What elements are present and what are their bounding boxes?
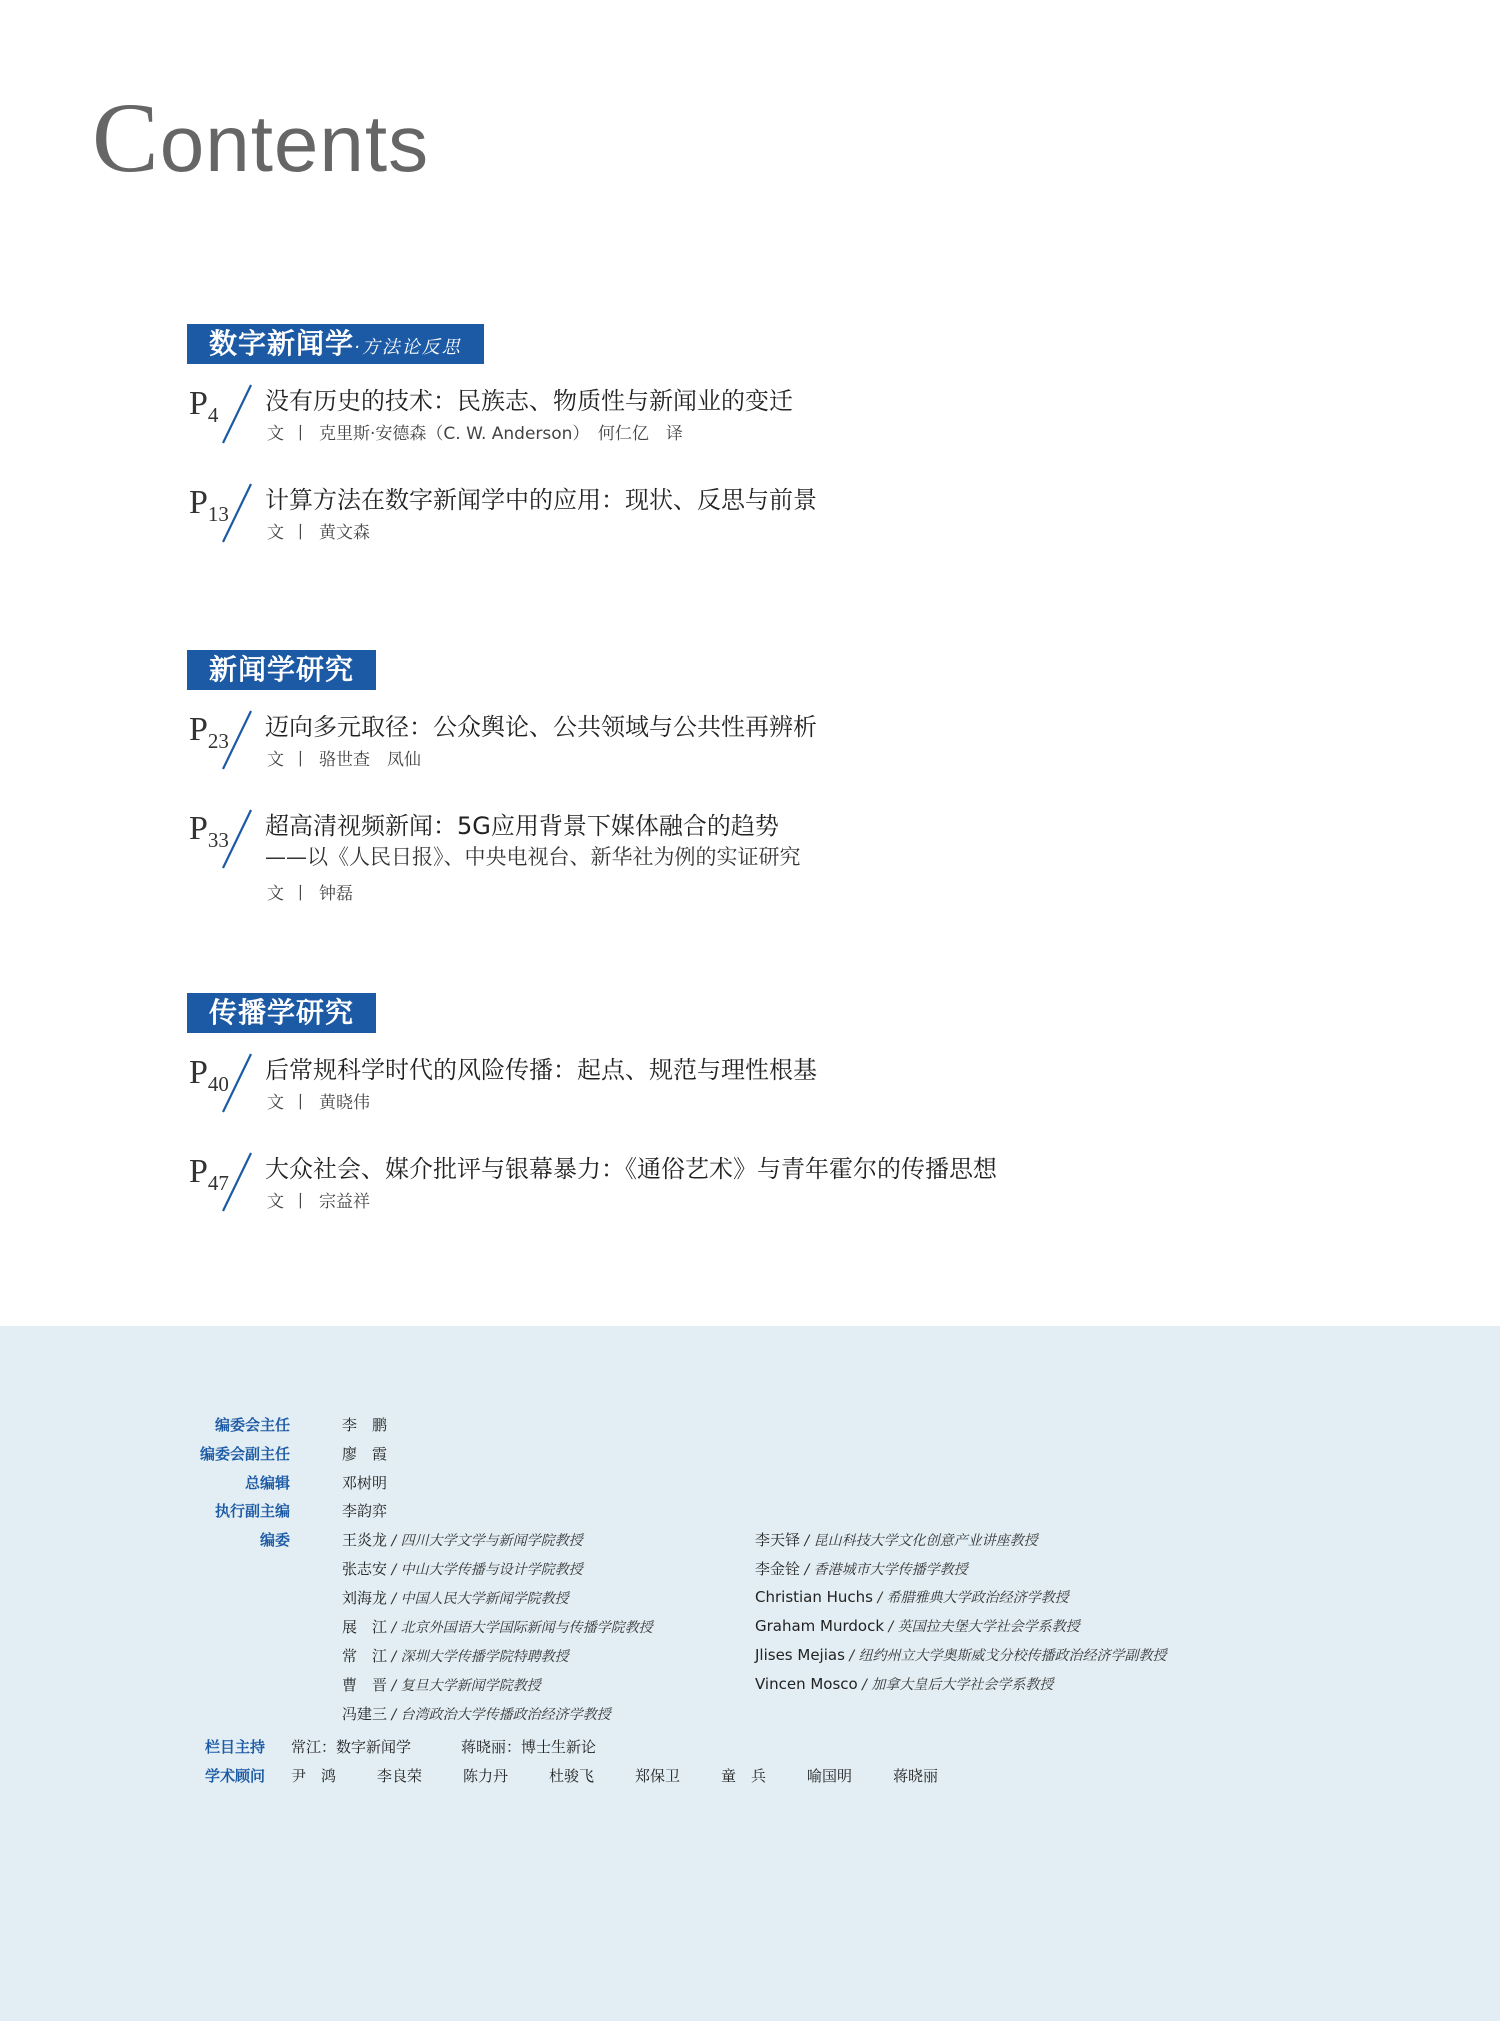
section-digital-journalism [187, 324, 817, 577]
page-number: $P_{13}$ [189, 484, 229, 526]
toc-entry[interactable] [187, 1048, 817, 1147]
page-number: $P_4$ [189, 385, 219, 427]
chair-name: 李 鹏 [342, 1416, 388, 1434]
board-member-affiliation: / 复旦大学新闻学院教授 [387, 1678, 541, 1694]
article-title[interactable]: 后常规科学时代的风险传播：起点、规范与理性根基 [265, 1056, 817, 1084]
section-journalism-research [187, 650, 817, 934]
page-number: $P_{40}$ [189, 1054, 229, 1096]
board-member-name: 王炎龙 [342, 1531, 388, 1549]
board-member-name: 李金铨 [755, 1560, 801, 1578]
board-member [342, 1616, 653, 1637]
column-hosts-label: 栏目主持 [205, 1738, 266, 1756]
board-member-name: 曹 晋 [342, 1676, 388, 1694]
slash-divider-icon [205, 379, 265, 449]
article-byline: 文 丨 克里斯·安德森（C. W. Anderson） 何仁亿 译 [267, 424, 683, 444]
exec-deputy-name: 李韵弈 [342, 1502, 388, 1520]
advisor-name: 尹 鸿 [291, 1767, 337, 1785]
advisor-name: 童 兵 [721, 1767, 767, 1785]
board-member-affiliation: / 中国人民大学新闻学院教授 [387, 1591, 569, 1607]
board-member-name: 冯建三 [342, 1705, 388, 1723]
advisors-label: 学术顾问 [205, 1767, 266, 1785]
toc-entry[interactable] [187, 379, 793, 478]
slash-divider-icon [205, 1147, 265, 1217]
board-member-name: Jlises Mejias [755, 1646, 845, 1664]
section-header: 传播学研究 [187, 993, 376, 1033]
board-member-name: 展 江 [342, 1618, 388, 1636]
vice-chair-name: 廖 霞 [342, 1445, 388, 1463]
slash-divider-icon [205, 478, 265, 548]
board-member-affiliation: / 昆山科技大学文化创意产业讲座教授 [800, 1533, 1038, 1549]
board-label: 编委 [259, 1531, 290, 1549]
section-header: 新闻学研究 [187, 650, 376, 690]
page-number: $P_{33}$ [189, 810, 229, 852]
article-byline: 文 丨 骆世查 凤仙 [267, 750, 421, 770]
article-title[interactable]: 超高清视频新闻：5G应用背景下媒体融合的趋势 [265, 812, 779, 840]
slash-divider-icon [205, 1048, 265, 1118]
exec-deputy-label: 执行副主编 [214, 1502, 290, 1520]
article-title[interactable]: 计算方法在数字新闻学中的应用：现状、反思与前景 [265, 486, 817, 514]
board-member [755, 1529, 1038, 1550]
article-byline: 文 丨 钟磊 [267, 884, 353, 904]
board-member [342, 1529, 583, 1550]
board-member-affiliation: / 台湾政治大学传播政治经济学教授 [387, 1707, 611, 1723]
article-title[interactable]: 大众社会、媒介批评与银幕暴力：《通俗艺术》与青年霍尔的传播思想 [265, 1155, 997, 1183]
page-title: Contents [92, 82, 430, 193]
board-member-name: 刘海龙 [342, 1589, 388, 1607]
article-byline: 文 丨 黄文森 [267, 523, 370, 543]
column-host: 蒋晓丽：博士生新论 [461, 1738, 597, 1756]
board-member-name: Christian Huchs [755, 1588, 874, 1606]
article-byline: 文 丨 宗益祥 [267, 1192, 370, 1212]
toc-entry[interactable] [187, 804, 801, 934]
advisor-name: 喻国明 [807, 1767, 853, 1785]
board-member [342, 1674, 541, 1695]
vice-chair-label: 编委会副主任 [199, 1445, 290, 1463]
board-member [342, 1645, 569, 1666]
editorial-board-panel [0, 1326, 1500, 2021]
board-member-name: 李天铎 [755, 1531, 801, 1549]
toc-entry[interactable] [187, 478, 817, 577]
board-member-name: 张志安 [342, 1560, 388, 1578]
board-member-name: 常 江 [342, 1647, 388, 1665]
slash-divider-icon [205, 705, 265, 775]
board-member [342, 1558, 583, 1579]
chief-editor-label: 总编辑 [244, 1474, 290, 1492]
board-member [755, 1558, 968, 1579]
article-byline: 文 丨 黄晓伟 [267, 1093, 370, 1113]
article-subtitle: ——以《人民日报》、中央电视台、新华社为例的实证研究 [265, 845, 801, 869]
board-member-affiliation: / 香港城市大学传播学教授 [800, 1562, 968, 1578]
article-title[interactable]: 没有历史的技术：民族志、物质性与新闻业的变迁 [265, 387, 793, 415]
board-member [755, 1645, 1167, 1665]
page-number: $P_{47}$ [189, 1153, 229, 1195]
board-member [342, 1587, 569, 1608]
advisor-name: 陈力丹 [463, 1767, 509, 1785]
board-member-affiliation: / 深圳大学传播学院特聘教授 [387, 1649, 569, 1665]
board-member-name: Graham Murdock [755, 1617, 885, 1635]
chair-label: 编委会主任 [214, 1416, 290, 1434]
board-member [755, 1587, 1069, 1607]
advisor-name: 杜骏飞 [549, 1767, 595, 1785]
advisor-name: 蒋晓丽 [893, 1767, 939, 1785]
column-host: 常江：数字新闻学 [291, 1738, 412, 1756]
advisor-name: 李良荣 [377, 1767, 423, 1785]
section-communication-research [187, 993, 997, 1246]
board-member [755, 1674, 1053, 1694]
board-member-name: Vincen Mosco [755, 1675, 858, 1693]
board-member-affiliation: / 中山大学传播与设计学院教授 [387, 1562, 583, 1578]
board-member-affiliation: / 四川大学文学与新闻学院教授 [387, 1533, 583, 1549]
board-member-affiliation: / 英国拉夫堡大学社会学系教授 [884, 1619, 1080, 1635]
toc-entry[interactable] [187, 1147, 997, 1246]
board-member [342, 1703, 611, 1724]
advisor-name: 郑保卫 [635, 1767, 681, 1785]
board-member [755, 1616, 1080, 1636]
article-title[interactable]: 迈向多元取径：公众舆论、公共领域与公共性再辨析 [265, 713, 817, 741]
board-member-affiliation: / 加拿大皇后大学社会学系教授 [857, 1677, 1054, 1693]
slash-divider-icon [205, 804, 265, 874]
section-header: 数字新闻学·方法论反思 [187, 324, 484, 364]
board-member-affiliation: / 希腊雅典大学政治经济学教授 [873, 1590, 1069, 1606]
chief-editor-name: 邓树明 [342, 1474, 388, 1492]
page-number: $P_{23}$ [189, 711, 229, 753]
toc-entry[interactable] [187, 705, 817, 804]
board-member-affiliation: / 北京外国语大学国际新闻与传播学院教授 [387, 1620, 653, 1636]
board-member-affiliation: / 纽约州立大学奥斯威戈分校传播政治经济学副教授 [844, 1648, 1167, 1664]
